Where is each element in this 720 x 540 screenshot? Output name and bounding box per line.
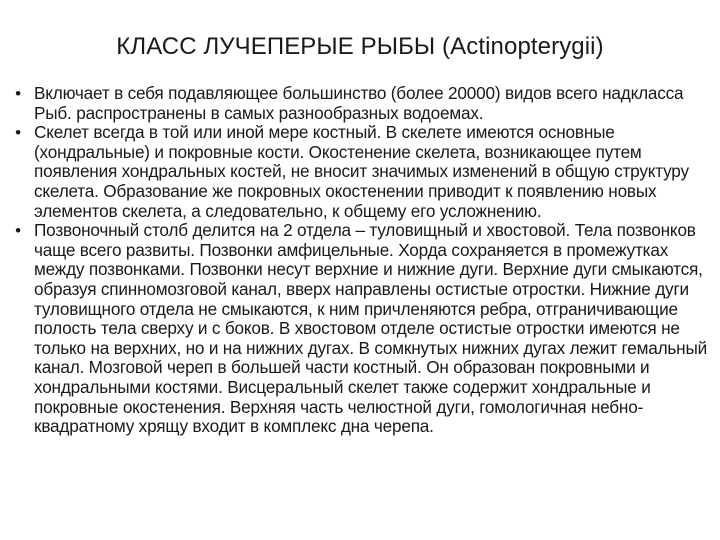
bullet-text-2: Скелет всегда в той или иной мере костный. В скелете имеются основные (хондральные) и покровные кости. Окостенение скелета, возникающее путем появления хондральных костей, не вносит значимых изменений в общую структуру скелета. Образование же покровных окостенении приводит к появлению новых элементов скелета, а следовательно, к общему его усложнению.	[34, 122, 689, 221]
bullet-dot-icon: •	[15, 123, 21, 143]
bullet-text-1: Включает в себя подавляющее большинство (более 20000) видов всего надкласса Рыб. распространены в самых разнообразных водоемах.	[34, 83, 684, 123]
bullet-dot-icon: •	[15, 221, 21, 241]
bullet-item-1	[8, 84, 716, 123]
bullet-item-3	[8, 221, 716, 437]
bullet-text-3: Позвоночный столб делится на 2 отдела – туловищный и хвостовой. Тела позвонков чаще всего развиты. Позвонки амфицельные. Хорда сохраняется в промежутках между позвонками. Позвонки несут верхние и нижние дуги. Верхние дуги смыкаются, образуя спинномозговой канал, вверх направлены остистые отростки. Нижние дуги туловищного отдела не смыкаются, к ним причленяются ребра, отграничивающие полость тела сверху и с боков. В хвостовом отделе остистые отростки имеются не только на верхних, но и на нижних дугах. В сомкнутых нижних дугах лежит гемальный канал. Мозговой череп в большей части костный. Он образован покровными и хондральными костями. Висцеральный скелет также содержит хондральные и покровные окостенения. Верхняя часть челюстной дуги, гомологичная небно-квадратному хрящу входит в комплекс дна черепа.	[34, 220, 707, 437]
bullet-list	[8, 84, 716, 437]
bullet-item-2	[8, 123, 716, 221]
bullet-dot-icon: •	[15, 84, 21, 103]
slide-title: КЛАСС ЛУЧЕПЕРЫЕ РЫБЫ (Actinopterygii)	[116, 33, 604, 60]
